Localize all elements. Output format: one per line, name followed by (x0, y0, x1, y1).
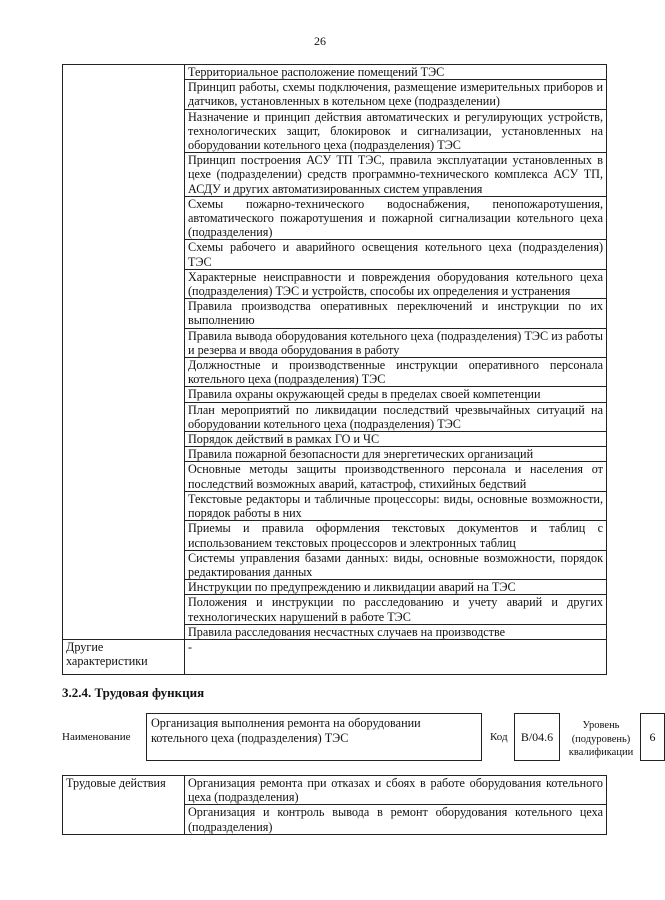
knowledge-item: План мероприятий по ликвидации последствий чрезвычайных ситуаций на оборудовании котельного цеха (подразделения) ТЭС (185, 402, 607, 431)
knowledge-item: Правила производства оперативных переключений и инструкции по их выполнению (185, 299, 607, 328)
knowledge-item: Должностные и производственные инструкции оперативного персонала котельного цеха (подразделения) ТЭС (185, 358, 607, 387)
other-characteristics-label: Другие характеристики (63, 639, 185, 674)
knowledge-item: Правила расследования несчастных случаев на производстве (185, 624, 607, 639)
labor-actions-label: Трудовые действия (63, 776, 185, 835)
knowledge-item: Схемы рабочего и аварийного освещения котельного цеха (подразделения) ТЭС (185, 240, 607, 269)
knowledge-item: Территориальное расположение помещений ТЭС (185, 65, 607, 80)
knowledge-item: Правила охраны окружающей среды в пределах своей компетенции (185, 387, 607, 402)
knowledge-item: Схемы пожарно-технического водоснабжения, пенопожаротушения, автоматического пожаротушения и пожарной сигнализации котельного цеха (подразделения) (185, 196, 607, 240)
other-characteristics-value: - (185, 639, 607, 674)
knowledge-item: Характерные неисправности и повреждения оборудования котельного цеха (подразделения) ТЭС и устройств, способы их определения и устранения (185, 269, 607, 298)
labor-actions-body (63, 776, 607, 835)
section-heading: 3.2.4. Трудовая функция (62, 685, 205, 700)
knowledge-label-cell (63, 65, 185, 640)
knowledge-item: Положения и инструкции по расследованию и учету аварий и других технологических нарушений в работе ТЭС (185, 595, 607, 624)
knowledge-row (63, 65, 607, 80)
knowledge-item: Правила пожарной безопасности для энергетических организаций (185, 447, 607, 462)
labor-action-item: Организация и контроль вывода в ремонт оборудования котельного цеха (подразделения) (185, 805, 607, 834)
labor-action-row (63, 776, 607, 805)
knowledge-item: Текстовые редакторы и табличные процессоры: виды, основные возможности, порядок работы в них (185, 491, 607, 520)
labor-action-item: Организация ремонта при отказах и сбоях в работе оборудования котельного цеха (подразделения) (185, 776, 607, 805)
knowledge-item: Назначение и принцип действия автоматических и регулирующих устройств, технологических защит, блокировок и сигнализации, установленных на оборудовании котельного цеха (подразделения) ТЭС (185, 109, 607, 153)
labor-function-title: Организация выполнения ремонта на оборудовании котельного цеха (подразделения) ТЭС (146, 713, 482, 761)
knowledge-item: Порядок действий в рамках ГО и ЧС (185, 432, 607, 447)
knowledge-item: Системы управления базами данных: виды, основные возможности, порядок редактирования данных (185, 550, 607, 579)
other-characteristics-row (63, 639, 607, 674)
required-knowledge-table (62, 64, 607, 675)
labor-function-header (62, 713, 656, 763)
name-label: Наименование (62, 731, 131, 743)
required-knowledge-body (63, 65, 607, 675)
knowledge-item: Принцип работы, схемы подключения, размещение измерительных приборов и датчиков, установленных в котельном цехе (подразделении) (185, 80, 607, 109)
code-value: B/04.6 (514, 713, 560, 761)
knowledge-item: Инструкции по предупреждению и ликвидации аварий на ТЭС (185, 580, 607, 595)
knowledge-item: Принцип построения АСУ ТП ТЭС, правила эксплуатации установленных в цехе (подразделении) средств программно-технического комплекса АСУ ТП, АСДУ и других автоматизированных систем управления (185, 153, 607, 197)
code-label: Код (490, 731, 508, 743)
knowledge-item: Приемы и правила оформления текстовых документов и таблиц с использованием текстовых процессоров и электронных таблиц (185, 521, 607, 550)
qualification-level-value: 6 (640, 713, 665, 761)
knowledge-item: Основные методы защиты производственного персонала и населения от последствий возможных аварий, катастроф, стихийных бедствий (185, 462, 607, 491)
knowledge-item: Правила вывода оборудования котельного цеха (подразделения) ТЭС из работы и резерва и ввода оборудования в работу (185, 328, 607, 357)
labor-actions-table (62, 775, 607, 835)
qualification-level-label: Уровень (подуровень) квалификации (568, 720, 634, 758)
page-number: 26 (314, 34, 326, 48)
